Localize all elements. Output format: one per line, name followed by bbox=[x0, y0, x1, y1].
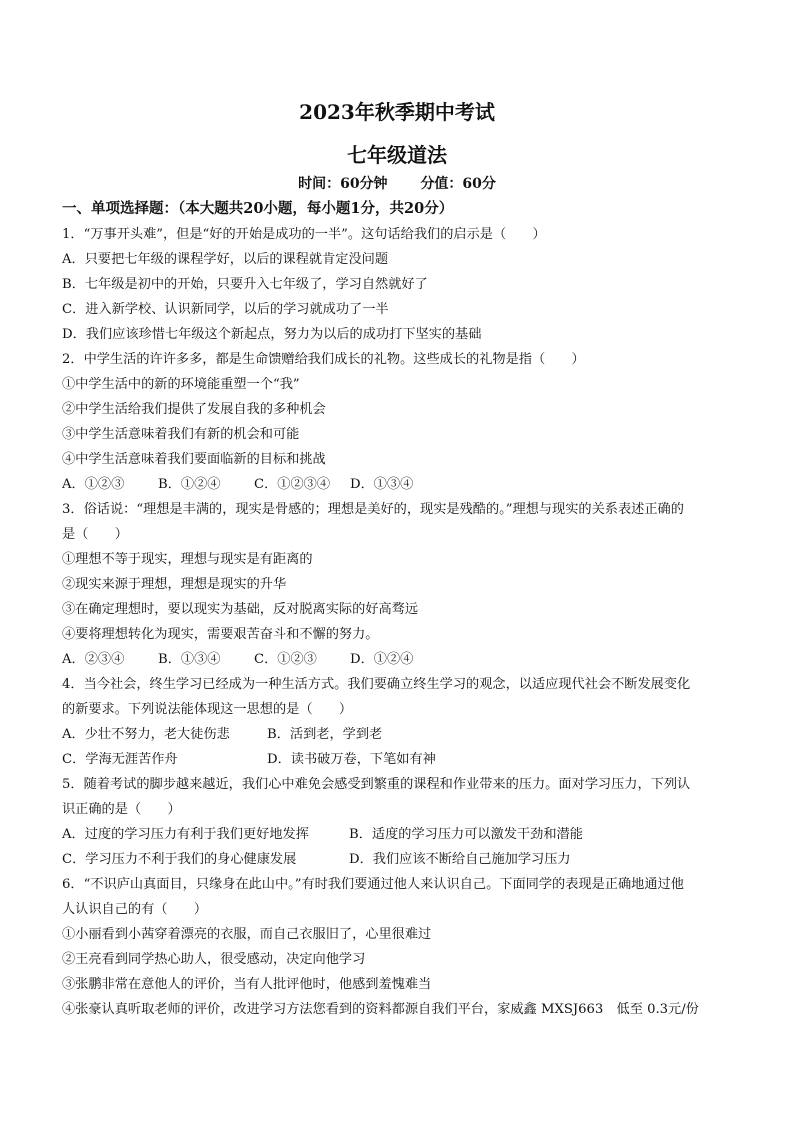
option-a: A．②③④ bbox=[62, 652, 125, 667]
option-line: B．七年级是初中的开始，只要升入七年级了，学习自然就好了 bbox=[62, 277, 428, 292]
question-stem-cont: 人认识自己的有（ ） bbox=[62, 902, 208, 917]
options-row bbox=[62, 847, 734, 872]
question-stem: 5．随着考试的脚步越来越近，我们心中难免会感受到繁重的课程和作业带来的压力。面对学习压力，下列认 bbox=[62, 777, 691, 792]
question-stem: 4．当今社会，终生学习已经成为一种生活方式。我们要确立终生学习的观念，以适应现代社会不断发展变化 bbox=[62, 677, 691, 692]
option-line: D．我们应该珍惜七年级这个新起点，努力为以后的成功打下坚实的基础 bbox=[62, 327, 482, 342]
exam-time: 时间：60分钟 bbox=[298, 176, 388, 192]
exam-title: 2023年秋季期中考试 bbox=[299, 100, 495, 124]
statement-item: ②现实来源于理想，理想是现实的升华 bbox=[62, 577, 287, 592]
option-c: C．①②③④ bbox=[254, 477, 331, 492]
statement-item: ①理想不等于现实，理想与现实是有距离的 bbox=[62, 552, 313, 567]
options-row bbox=[62, 822, 734, 847]
option-b: B．①③④ bbox=[158, 652, 221, 667]
statement-item: ③在确定理想时，要以现实为基础，反对脱离实际的好高骛远 bbox=[62, 602, 419, 617]
option-b: B．活到老，学到老 bbox=[267, 727, 383, 742]
question-stem-cont: 识正确的是（ ） bbox=[62, 802, 181, 817]
options-row bbox=[62, 472, 734, 497]
question-list bbox=[62, 222, 734, 1022]
option-b: B．①②④ bbox=[158, 477, 221, 492]
option-c: C．学海无涯苦作舟 bbox=[62, 752, 178, 767]
statement-item: ④要将理想转化为现实，需要艰苦奋斗和不懈的努力。 bbox=[62, 627, 379, 642]
question-stem: 1．“万事开头难”，但是“好的开始是成功的一半”。这句话给我们的启示是（ ） bbox=[62, 227, 546, 242]
statement-item: ②王亮看到同学热心助人，很受感动，决定向他学习 bbox=[62, 952, 366, 967]
option-line: C．进入新学校、认识新同学，以后的学习就成功了一半 bbox=[62, 302, 389, 317]
option-a: A．少壮不努力，老大徒伤悲 bbox=[62, 727, 230, 742]
option-a: A．①②③ bbox=[62, 477, 125, 492]
exam-meta bbox=[0, 173, 794, 193]
option-d: D．读书破万卷，下笔如有神 bbox=[267, 752, 436, 767]
statement-item: ③张鹏非常在意他人的评价，当有人批评他时，他感到羞愧难当 bbox=[62, 977, 432, 992]
option-b: B．适度的学习压力可以激发干劲和潜能 bbox=[349, 827, 583, 842]
option-c: C．①②③ bbox=[254, 652, 317, 667]
question-stem: 6．“不识庐山真面目，只缘身在此山中。”有时我们要通过他人来认识自己。下面同学的表现是正确地通过他 bbox=[62, 877, 684, 892]
option-a: A．过度的学习压力有利于我们更好地发挥 bbox=[62, 827, 309, 842]
statement-item: ②中学生活给我们提供了发展自我的多种机会 bbox=[62, 402, 326, 417]
question-stem-cont: 是（ ） bbox=[62, 527, 128, 542]
statement-item: ①中学生活中的新的环境能重塑一个“我” bbox=[62, 377, 300, 392]
option-d: D．①②④ bbox=[350, 652, 414, 667]
option-d: D．①③④ bbox=[350, 477, 414, 492]
statement-item: ①小丽看到小茜穿着漂亮的衣服，而自己衣服旧了，心里很难过 bbox=[62, 927, 432, 942]
options-row bbox=[62, 647, 734, 672]
exam-score: 分值：60分 bbox=[420, 176, 496, 192]
statement-item: ④张豪认真听取老师的评价，改进学习方法您看到的资料都源自我们平台，家威鑫 MXSJ663 低至 0.3元/份 bbox=[62, 1002, 699, 1017]
statement-item: ④中学生活意味着我们要面临新的目标和挑战 bbox=[62, 452, 326, 467]
option-d: D．我们应该不断给自己施加学习压力 bbox=[349, 852, 571, 867]
question-stem: 3．俗话说：“理想是丰满的，现实是骨感的；理想是美好的，现实是残酷的。”理想与现实的关系表述正确的 bbox=[62, 502, 684, 517]
option-c: C．学习压力不利于我们的身心健康发展 bbox=[62, 852, 297, 867]
question-stem-cont: 的新要求。下列说法能体现这一思想的是（ ） bbox=[62, 702, 353, 717]
option-line: A．只要把七年级的课程学好，以后的课程就肯定没问题 bbox=[62, 252, 389, 267]
question-stem: 2．中学生活的许许多多，都是生命馈赠给我们成长的礼物。这些成长的礼物是指（ ） bbox=[62, 352, 585, 367]
section-title: 一、单项选择题：（本大题共20小题，每小题1分，共20分） bbox=[62, 200, 454, 217]
options-row bbox=[62, 722, 734, 747]
exam-subject: 七年级道法 bbox=[347, 143, 447, 167]
statement-item: ③中学生活意味着我们有新的机会和可能 bbox=[62, 427, 300, 442]
options-row bbox=[62, 747, 734, 772]
